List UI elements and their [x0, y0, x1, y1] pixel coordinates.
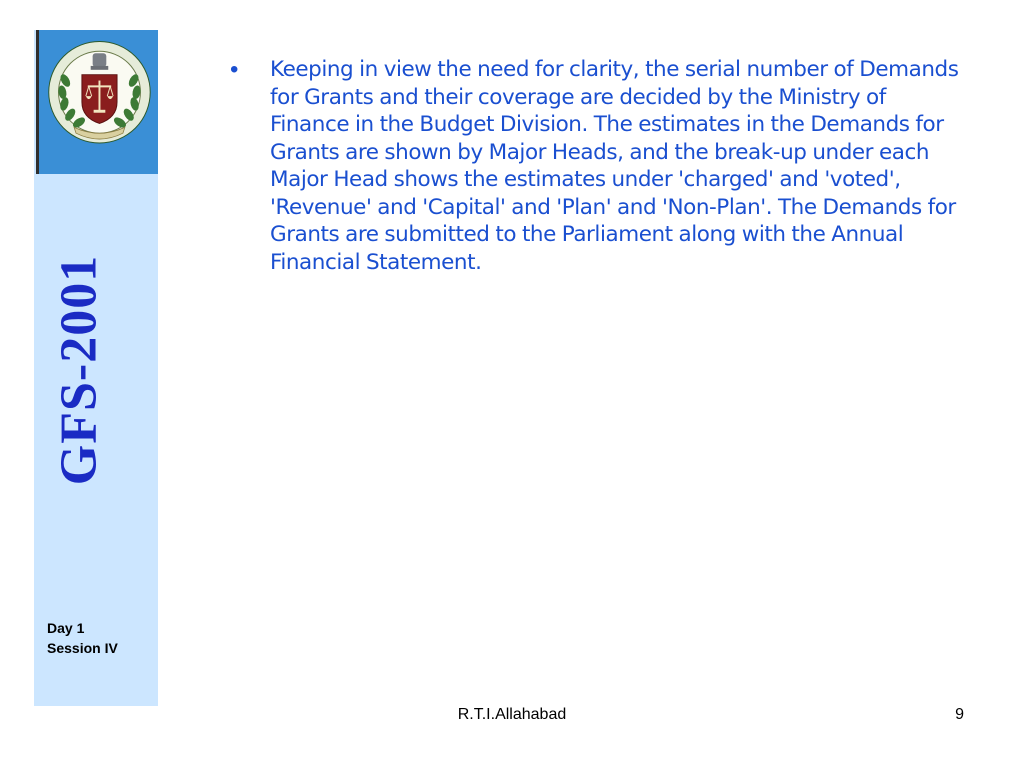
footer-organization: R.T.I.Allahabad: [457, 706, 567, 723]
session-number-label: Session IV: [47, 640, 118, 656]
page-number: 9: [955, 706, 964, 723]
bullet-item: [228, 56, 968, 276]
slide-content: [228, 56, 968, 276]
bullet-icon: •: [230, 56, 239, 83]
emblem-logo-icon: [39, 30, 158, 174]
day-label: Day 1: [47, 620, 85, 636]
logo: [36, 30, 158, 174]
bullet-text: Keeping in view the need for clarity, the serial number of Demands for Grants and their coverage are decided by the Ministry of Finance in the Budget Division. The estimates in the Demands for Grants are shown by Major Heads, and the break-up under each Major Head shows the estimates under 'charged' and 'voted', 'Revenue' and 'Capital' and 'Plan' and 'Non-Plan'. The Demands for Grants are submitted to the Parliament along with the Annual Financial Statement.: [270, 57, 959, 275]
gfs-title: GFS-2001: [50, 254, 108, 486]
vertical-title: [50, 250, 108, 490]
session-label: [47, 618, 157, 658]
